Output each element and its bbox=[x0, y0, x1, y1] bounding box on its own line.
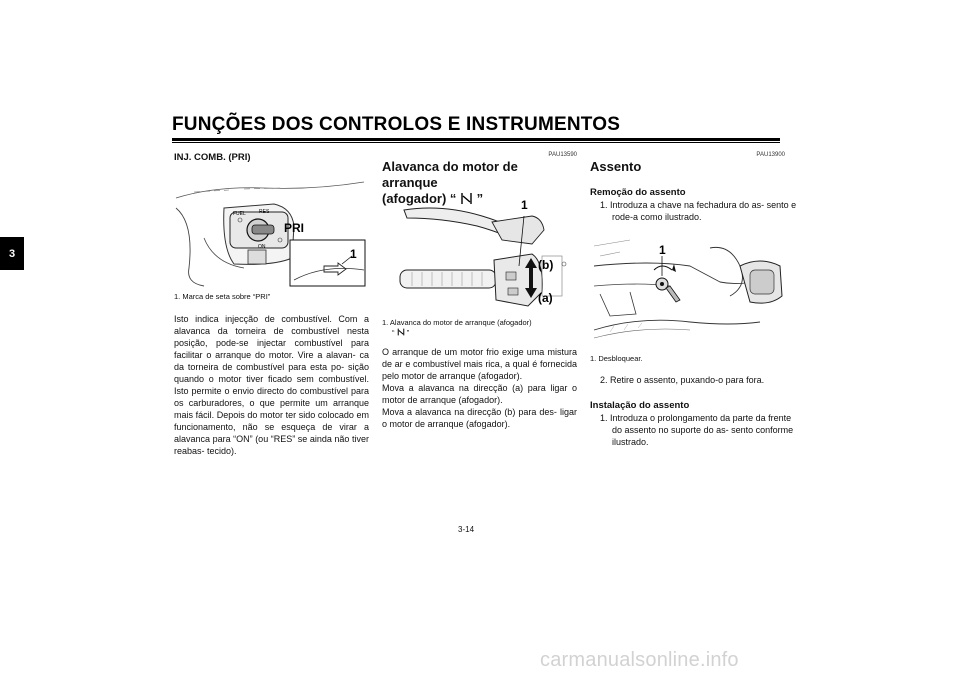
header-rule-thin bbox=[172, 142, 780, 143]
choke-paragraph-3: Mova a alavanca na direcção (b) para des- ligar o motor de arranque (afogador). bbox=[382, 407, 577, 429]
fuel-pri-heading bbox=[174, 152, 369, 163]
choke-paragraph-2: Mova a alavanca na direcção (a) para ligar o motor de arranque (afogador). bbox=[382, 383, 577, 405]
heading-line-2-end: ” bbox=[476, 191, 484, 206]
caption-quote-open: “ bbox=[392, 328, 395, 337]
seat-figure-caption: 1. Desbloquear. bbox=[590, 354, 643, 363]
removal-step-2: 2. Retire o assento, puxando-o para fora. bbox=[600, 375, 765, 385]
choke-paragraph-1: O arranque de um motor frio exige uma mistura de ar e combustível mais rica, a qual é fornecida pelo motor de arranque (afogador). bbox=[382, 347, 577, 381]
fuel-label: FUEL bbox=[233, 211, 246, 217]
caption-line-1: 1. Alavanca do motor de arranque (afogador) bbox=[382, 318, 532, 327]
seat-lock-illustration bbox=[590, 226, 785, 350]
res-label: RES bbox=[259, 209, 270, 215]
seat-lock-figure bbox=[590, 226, 785, 350]
rotation-arrow-icon bbox=[672, 264, 676, 272]
heading-line-1: Alavanca do motor de arranque bbox=[382, 159, 518, 190]
callout-number: 1 bbox=[350, 247, 357, 261]
section-heading: INJ. COMB. (PRI) bbox=[174, 152, 251, 163]
page-number: 3-14 bbox=[458, 525, 475, 534]
key-icon bbox=[666, 286, 680, 302]
choke-figure-caption bbox=[382, 318, 577, 339]
seat-removal-heading: Remoção do assento bbox=[590, 187, 686, 198]
direction-b-label: (b) bbox=[538, 258, 554, 272]
callout-number: 1 bbox=[521, 198, 528, 212]
page-title: FUNÇÕES DOS CONTROLOS E INSTRUMENTOS bbox=[172, 114, 621, 135]
fuel-figure-caption: 1. Marca de seta sobre “PRI” bbox=[174, 292, 271, 301]
watermark: carmanualsonline.info bbox=[540, 649, 739, 671]
fuel-body-text: Isto indica injecção de combustível. Com a alavanca da torneira de combustível nesta posição, pode-se injectar combustível para facilitar o arranque do motor. Vire a alavan- ca da torneira de combustível para esta po- sição quando o motor tiver ficado sem combustível. Isto permite o envio directo do combustível para os carburadores, o que permite um arranque mais fácil. Depois do motor ter sido colocado em funcionamento, não se esqueça de virar a alavanca para “ON” (ou “RES” se ainda não tiver reabas- tecido). bbox=[174, 314, 369, 456]
handlebar-illustration bbox=[382, 196, 577, 314]
chapter-tab: 3 bbox=[0, 237, 24, 270]
choke-body-text bbox=[382, 346, 577, 430]
choke-symbol-small-icon bbox=[397, 328, 405, 339]
heading-line-2-text: (afogador) “ bbox=[382, 191, 457, 206]
reference-code: PAU13590 bbox=[548, 152, 577, 158]
reference-code: PAU13900 bbox=[756, 152, 785, 158]
direction-a-label: (a) bbox=[538, 291, 553, 305]
seat-install-heading: Instalação do assento bbox=[590, 400, 690, 411]
choke-lever-figure bbox=[382, 196, 577, 314]
caption-quote-close: ” bbox=[406, 328, 410, 337]
fuel-cock-figure bbox=[174, 168, 369, 288]
install-step-1: 1. Introduza o prolongamento da parte da frente do assento no suporte do as- sento conforme ilustrado. bbox=[600, 413, 794, 447]
removal-step-1: 1. Introduza a chave na fechadura do as- sento e rode-a como ilustrado. bbox=[600, 200, 797, 222]
callout-number: 1 bbox=[659, 243, 666, 257]
on-label: ON bbox=[258, 244, 266, 250]
caption-line-2 bbox=[382, 328, 577, 339]
seat-heading: Assento bbox=[590, 159, 642, 174]
fuel-cock-illustration bbox=[174, 168, 369, 288]
header-rule bbox=[172, 138, 780, 141]
pri-label: PRI bbox=[284, 221, 305, 235]
